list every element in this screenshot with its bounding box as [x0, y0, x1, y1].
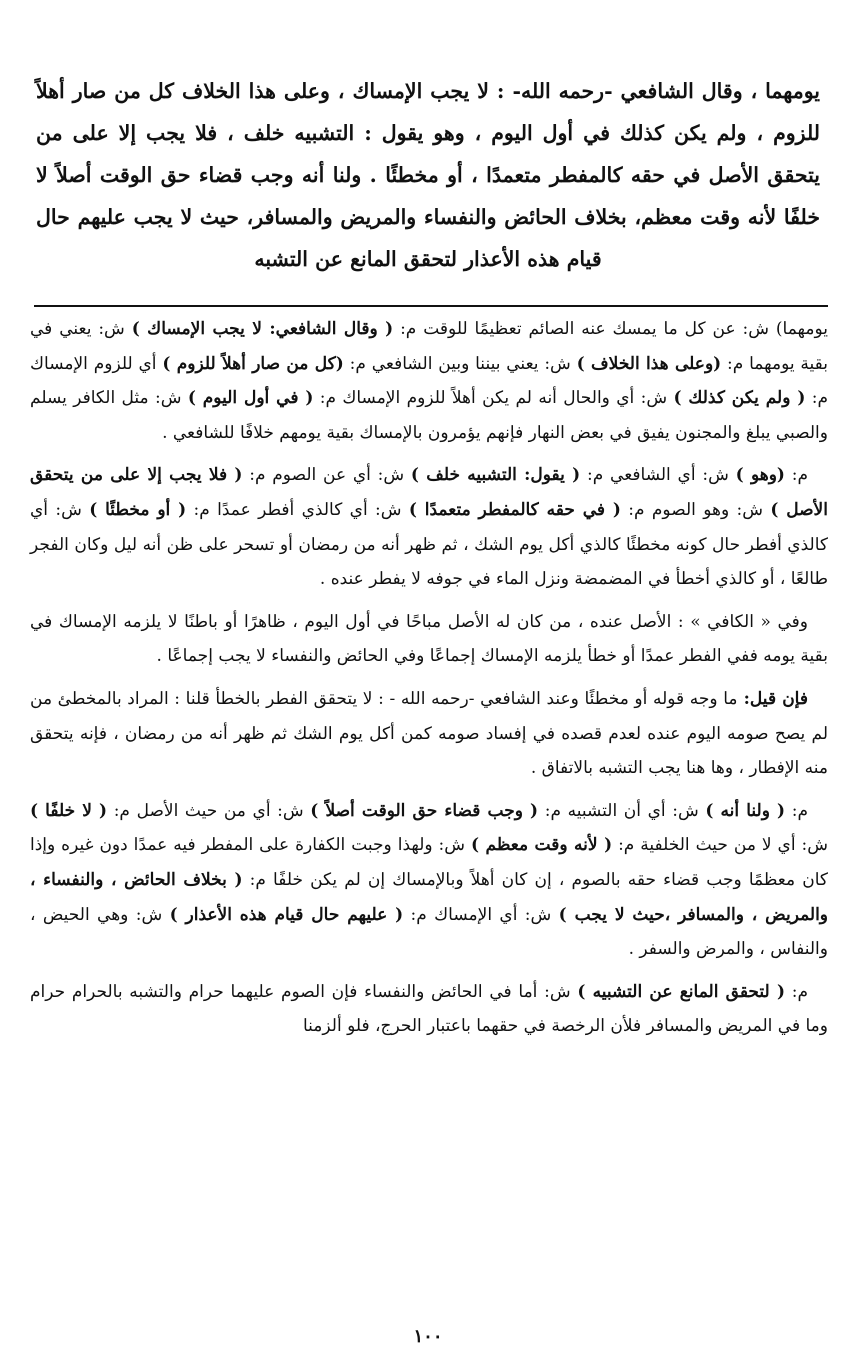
quoted-matn-segment: ( يقول: التشبيه خلف ): [410, 465, 581, 486]
commentary-segment: م:: [785, 800, 808, 821]
commentary-paragraph: [30, 312, 828, 450]
quoted-matn-segment: ( لأنه وقت معظم ): [471, 835, 613, 856]
commentary-segment: ش: يعني بيننا وبين الشافعي م:: [343, 353, 577, 374]
quoted-matn-segment: ( ولم يكن كذلك ): [673, 388, 806, 409]
separator-rule: [34, 305, 828, 307]
quoted-matn-segment: ( عليهم حال قيام هذه الأعذار ): [169, 904, 404, 925]
quoted-matn-segment: ( فلا يجب إلا على من يتحقق الأصل ): [30, 465, 828, 520]
quoted-matn-segment: فإن قيل:: [737, 688, 808, 709]
commentary-segment: ش: أي من حيث الأصل م:: [107, 800, 311, 821]
commentary-paragraph: [30, 605, 828, 674]
commentary-segment: ما وجه قوله أو مخطئًا وعند الشافعي -رحمه الله - : لا يتحقق الفطر بالخطأ قلنا : المراد بالمخطئ من لم يصح صومه اليوم عنده لعدم قصده في إفساد صومه كمن أكل يوم الشك ثم ظهر أنه من رمضان ، فإنه يتحقق منه الإفطار ، وها هنا يجب التشبه بالاتفاق .: [30, 688, 828, 779]
commentary-segment: ش: وهي الحيض ، والنفاس ، والمرض والسفر .: [30, 904, 828, 960]
commentary-segment: ش: أي أن التشبيه م:: [538, 800, 706, 821]
commentary-paragraph: [30, 458, 828, 596]
commentary-paragraph: [30, 794, 828, 967]
quoted-matn-segment: ( لا خلفًا ): [30, 800, 108, 821]
commentary-segment: ش: أي لا من حيث الخلفية م:: [612, 835, 829, 856]
commentary-segment: ش: أي والحال أنه لم يكن أهلاً للزوم الإمساك م:: [313, 388, 674, 409]
commentary-segment: ش: أي الشافعي م:: [580, 465, 736, 486]
commentary-section: [30, 312, 828, 1052]
commentary-segment: ش: أي عن الصوم م:: [242, 465, 411, 486]
commentary-segment: ش: مثل الكافر يسلم والصبي يبلغ والمجنون يفيق في بعض النهار فإنهم يؤمرون بالإمساك بقية يومهم خلافًا للشافعي .: [30, 388, 828, 443]
commentary-segment: م:: [784, 465, 808, 486]
commentary-paragraph: [30, 975, 828, 1044]
main-text: يومهما ، وقال الشافعي -رحمه الله- : لا يجب الإمساك ، وعلى هذا الخلاف كل من صار أهلاً للزوم ، ولم يكن كذلك في أول اليوم ، وهو يقول : التشبيه خلف ، فلا يجب إلا على من يتحقق الأصل في حقه كالمفطر متعمدًا ، أو مخطئًا . ولنا أنه وجب قضاء حق الوقت أصلاً لا خلفًا لأنه وقت معظم، بخلاف الحائض والنفساء والمريض والمسافر، حيث لا يجب عليهم حال قيام هذه الأعذار لتحقق المانع عن التشبه: [36, 79, 820, 271]
quoted-matn-segment: ( ولنا أنه ): [705, 800, 786, 821]
commentary-segment: ش: ولهذا وجبت الكفارة على المفطر فيه عمدًا دون غيره وإذا كان معظمًا وجب قضاء حقه بالصوم ، إن كان أهلاً وبالإمساك إن لم يكن خلفًا م:: [30, 835, 828, 890]
quoted-matn-segment: ( وجب قضاء حق الوقت أصلاً ): [310, 800, 539, 821]
commentary-segment: أي للزوم الإمساك م:: [30, 353, 828, 409]
quoted-matn-segment: (وهو ): [735, 465, 785, 486]
quoted-matn-segment: ( بخلاف الحائض ، والنفساء ، والمريض ، والمسافر ،حيث لا يجب ): [30, 869, 829, 925]
quoted-matn-segment: (كل من صار أهلاً للزوم ): [162, 353, 344, 374]
quoted-matn-segment: (وعلى هذا الخلاف ): [576, 353, 722, 374]
quoted-matn-segment: ( في حقه كالمفطر متعمدًا ): [408, 499, 621, 520]
quoted-matn-segment: ( وقال الشافعي: لا يجب الإمساك ): [131, 319, 394, 339]
commentary-segment: ش: يعني في بقية يومهما م:: [30, 319, 828, 374]
quoted-matn-segment: ( أو مخطئًا ): [89, 499, 187, 520]
commentary-segment: ش: وهو الصوم م:: [620, 499, 771, 520]
page-number: ١٠٠: [413, 1326, 443, 1347]
commentary-segment: ش: أي كالذي أفطر عمدًا م:: [186, 499, 409, 520]
commentary-segment: م:: [785, 981, 808, 1002]
commentary-segment: ش: أما في الحائض والنفساء فإن الصوم عليهما حرام والتشبه بالحرام حرام وما في المريض والمسافر فلأن الرخصة في حقهما باعتبار الحرج، فلو ألزمنا: [30, 981, 828, 1037]
commentary-segment: ش: أي الإمساك م:: [403, 904, 559, 925]
commentary-segment: ش: أي كالذي أفطر حال كونه مخطئًا كالذي أكل يوم الشك ، ثم ظهر أنه من رمضان أو تسحر على ظن أنه ليل وكان الفجر طالعًا ، أو كالذي أخطأ في المضمضة ونزل الماء في جوفه لا يفطر عنده .: [30, 499, 828, 590]
commentary-paragraph: [30, 682, 828, 786]
quoted-matn-segment: ( في أول اليوم ): [187, 388, 314, 409]
quoted-matn-segment: ( لتحقق المانع عن التشبيه ): [577, 981, 785, 1002]
commentary-segment: وفي « الكافي » : الأصل عنده ، من كان له الأصل مباحًا في أول اليوم ، ظاهرًا أو باطنًا لا يلزمه الإمساك في بقية يومه ففي الفطر عمدًا أو خطأ يلزمه الإمساك إجماعًا وفي الحائض والنفساء لا يجب إجماعًا .: [30, 611, 828, 667]
commentary-segment: يومهما) ش: عن كل ما يمسك عنه الصائم تعظيمًا للوقت م:: [393, 319, 828, 339]
